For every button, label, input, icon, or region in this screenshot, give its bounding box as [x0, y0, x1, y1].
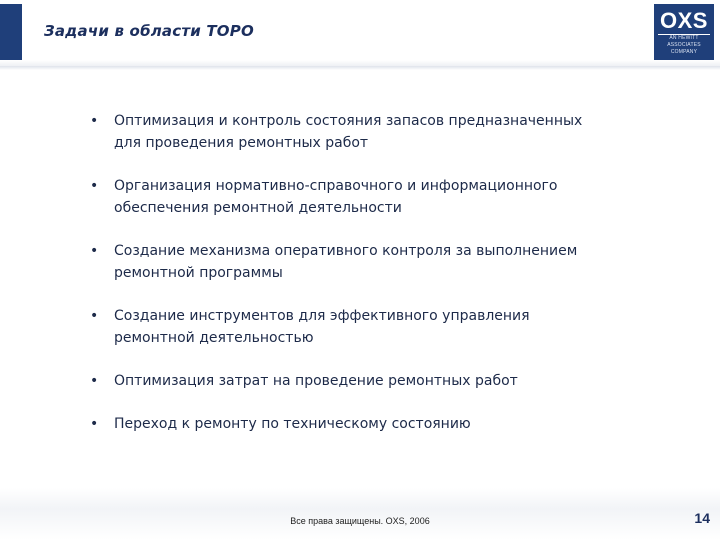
bullet-line: Создание инструментов для эффективного управления — [114, 308, 530, 324]
bullet-icon: • — [90, 243, 99, 259]
footer-copyright: Все права защищены. OXS, 2006 — [290, 516, 430, 526]
bullet-icon: • — [90, 373, 99, 389]
bullet-item — [90, 413, 670, 435]
bullet-line: Оптимизация затрат на проведение ремонтных работ — [114, 373, 518, 389]
bullet-line: Переход к ремонту по техническому состоянию — [114, 416, 471, 432]
bullet-icon: • — [90, 113, 99, 129]
bullet-line: Создание механизма оперативного контроля за выполнением — [114, 243, 578, 259]
bullet-item — [90, 240, 670, 284]
bullet-item — [90, 305, 670, 349]
oxs-logo — [654, 4, 714, 60]
bullet-line: Оптимизация и контроль состояния запасов предназначенных — [114, 113, 583, 129]
slide-title: Задачи в области ТОРО — [44, 22, 254, 40]
footer-band — [0, 488, 720, 540]
logo-tagline: AN HEWITT ASSOCIATES COMPANY — [658, 34, 710, 56]
bullet-list — [90, 110, 670, 456]
bullet-line: ремонтной деятельностью — [114, 330, 314, 346]
bullet-line: Организация нормативно-справочного и информационного — [114, 178, 558, 194]
bullet-item — [90, 175, 670, 219]
page-number: 14 — [694, 510, 710, 526]
bullet-item — [90, 110, 670, 154]
bullet-item — [90, 370, 670, 392]
header-divider — [0, 66, 720, 70]
bullet-icon: • — [90, 416, 99, 432]
bullet-icon: • — [90, 308, 99, 324]
logo-wordmark: OXS — [660, 8, 708, 33]
bullet-line: ремонтной программы — [114, 265, 283, 281]
header-accent-bar — [0, 4, 22, 60]
bullet-icon: • — [90, 178, 99, 194]
bullet-line: обеспечения ремонтной деятельности — [114, 200, 402, 216]
bullet-line: для проведения ремонтных работ — [114, 135, 369, 151]
